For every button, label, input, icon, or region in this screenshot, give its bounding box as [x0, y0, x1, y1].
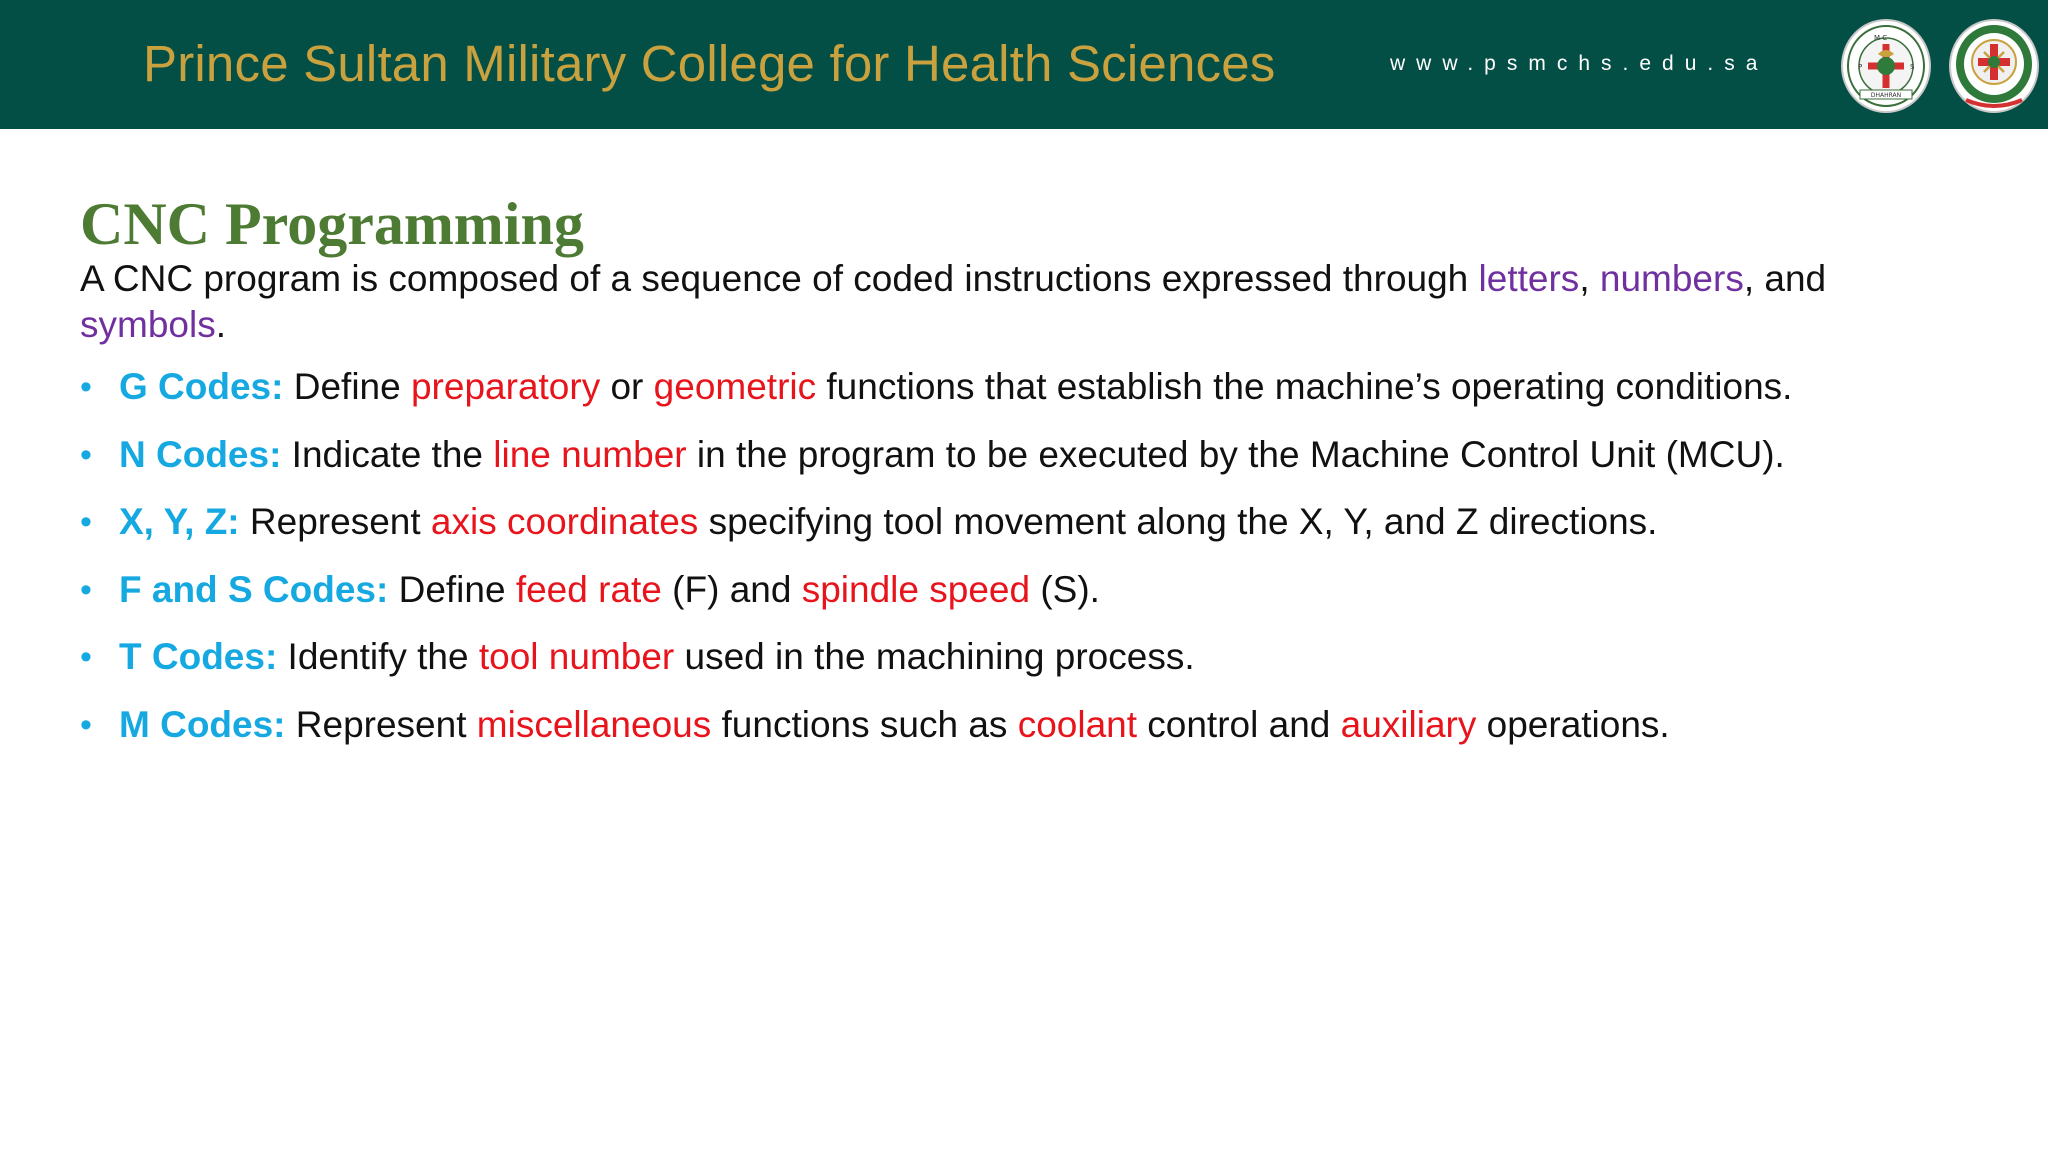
bullet-text: Indicate the	[281, 433, 494, 475]
bullet-text: functions that establish the machine’s operating conditions.	[816, 366, 1793, 407]
svg-text:DHAHRAN: DHAHRAN	[1870, 92, 1902, 99]
bullet-m-codes	[80, 696, 1980, 764]
bullet-dot-icon: •	[80, 638, 92, 676]
bullet-dot-icon: •	[80, 368, 92, 406]
bullet-text: (S).	[1030, 568, 1100, 610]
bullet-text: (F) and	[661, 568, 802, 610]
bullet-xyz	[80, 493, 1980, 561]
bullet-text: or	[600, 366, 654, 407]
bullet-text: in the program to be executed by the Machine Control Unit (MCU).	[686, 433, 1785, 475]
bullet-highlight: feed rate	[515, 568, 662, 610]
bullet-label: G Codes:	[119, 366, 284, 407]
bullet-dot-icon: •	[80, 435, 92, 474]
bullet-dot-icon: •	[80, 705, 92, 744]
military-medical-emblem-icon	[1946, 16, 2042, 116]
bullet-text: specifying tool movement along the X, Y, and Z directions.	[698, 501, 1658, 542]
intro-end: .	[215, 304, 226, 345]
bullet-dot-icon: •	[80, 570, 92, 609]
bullet-label: N Codes:	[119, 433, 282, 475]
intro-symbols: symbols	[80, 304, 216, 345]
bullet-text: control and	[1137, 703, 1341, 745]
bullet-g-codes	[80, 358, 1980, 426]
bullet-text: operations.	[1476, 703, 1670, 745]
header-bar	[0, 0, 2048, 129]
bullet-t-codes	[80, 628, 1980, 696]
bullet-highlight: tool number	[478, 636, 675, 677]
bullet-text: Represent	[285, 703, 477, 745]
bullet-text: Identify the	[277, 636, 479, 677]
website-link[interactable]: www.psmchs.edu.sa	[1390, 52, 1769, 75]
bullet-text: used in the machining process.	[674, 636, 1195, 677]
bullet-highlight: axis coordinates	[430, 501, 699, 542]
bullet-label: X, Y, Z:	[119, 501, 240, 542]
bullet-highlight: spindle speed	[801, 568, 1031, 610]
bullet-highlight: miscellaneous	[476, 703, 712, 745]
slide-title: CNC Programming	[80, 191, 584, 257]
intro-numbers: numbers	[1599, 258, 1744, 299]
bullet-highlight: auxiliary	[1340, 703, 1477, 745]
bullet-label: T Codes:	[119, 636, 278, 677]
intro-letters: letters	[1478, 258, 1580, 299]
svg-text:M C: M C	[1874, 34, 1888, 42]
bullet-f-s-codes	[80, 561, 1980, 629]
bullet-highlight: preparatory	[410, 366, 601, 407]
bullet-highlight: line number	[493, 433, 687, 475]
intro-paragraph	[80, 256, 1960, 348]
bullet-text: functions such as	[711, 703, 1018, 745]
intro-text: A CNC program is composed of a sequence of coded instructions expressed through	[80, 258, 1479, 299]
bullet-text: Define	[388, 568, 516, 610]
bullet-dot-icon: •	[80, 503, 92, 541]
college-name: Prince Sultan Military College for Health Sciences	[143, 35, 1276, 92]
bullet-text: Represent	[239, 501, 431, 542]
svg-text:S: S	[1910, 63, 1915, 71]
bullet-n-codes	[80, 426, 1980, 494]
intro-sep-2: , and	[1743, 258, 1827, 299]
bullet-text: Define	[283, 366, 411, 407]
svg-text:P: P	[1858, 63, 1863, 71]
psmchs-seal-icon	[1838, 16, 1934, 116]
bullet-label: F and S Codes:	[119, 568, 389, 610]
bullet-list	[80, 358, 1980, 763]
intro-sep-1: ,	[1579, 258, 1600, 299]
bullet-highlight: coolant	[1017, 703, 1137, 745]
bullet-highlight: geometric	[653, 366, 817, 407]
bullet-label: M Codes:	[119, 703, 286, 745]
slide-content	[80, 192, 1980, 763]
